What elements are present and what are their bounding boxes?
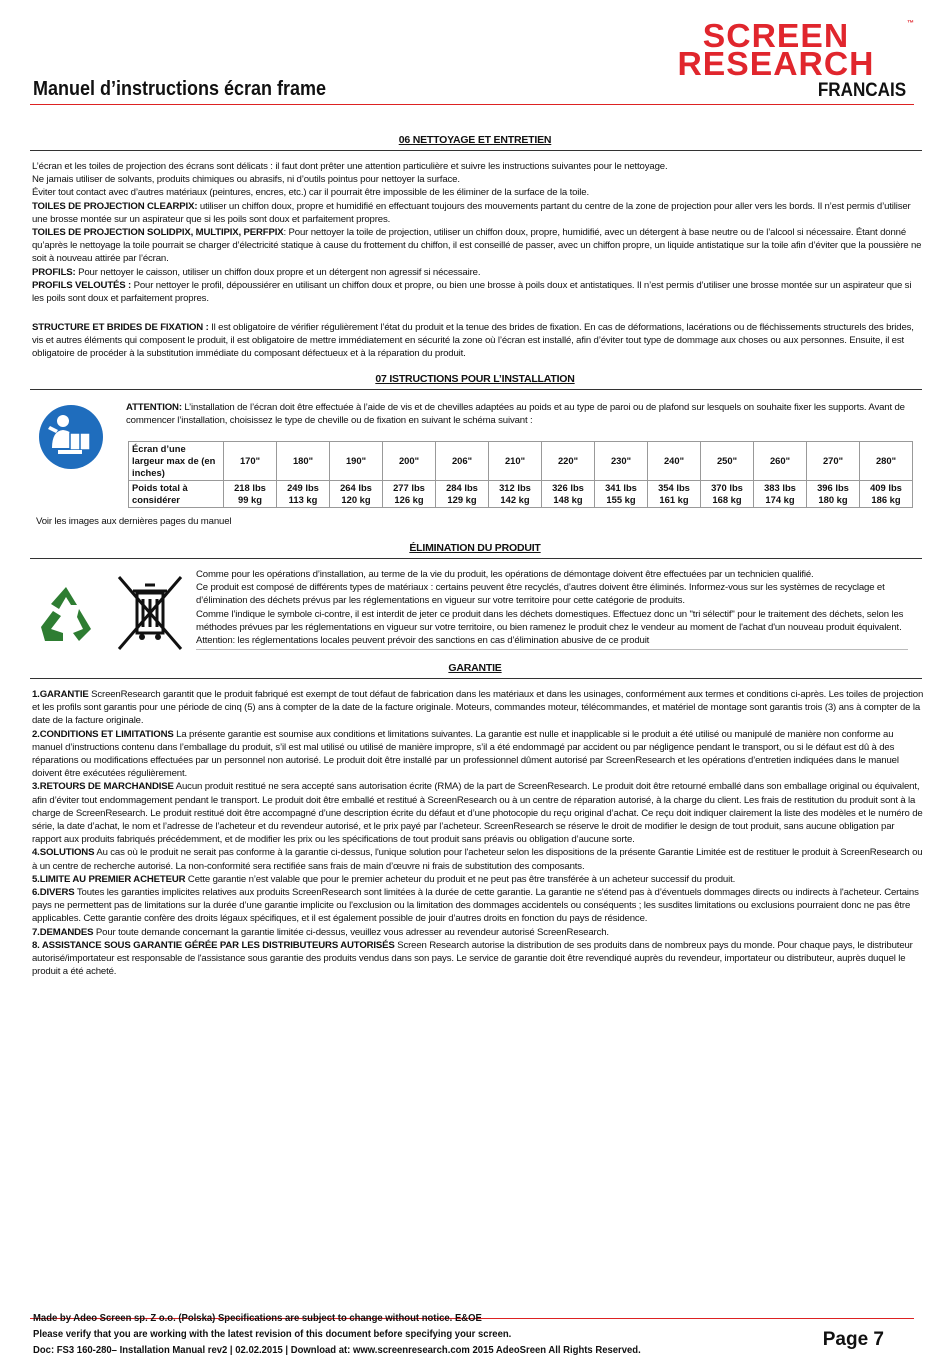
attention-paragraph bbox=[126, 401, 916, 427]
clearpix-label: TOILES DE PROJECTION CLEARPIX: bbox=[32, 200, 198, 212]
page-number: Page 7 bbox=[822, 1329, 884, 1350]
weight-cell: 277 lbs 126 kg bbox=[383, 481, 436, 508]
solidpix-label: TOILES DE PROJECTION SOLIDPIX, MULTIPIX, PERFPIX bbox=[32, 227, 284, 239]
table-row-sizes bbox=[129, 442, 913, 481]
disposal-divider bbox=[196, 649, 908, 650]
screen-research-logo bbox=[640, 17, 914, 82]
weight-cell: 218 lbs 99 kg bbox=[224, 481, 277, 508]
cleaning-intro-2: Ne jamais utiliser de solvants, produits chimiques ou abrasifs, ni d’outils pointus pour nettoyer la surface. bbox=[32, 174, 460, 186]
warranty-item: 5.LIMITE AU PREMIER ACHETEUR Cette garantie n’est valable que pour le premier acheteur du produit et ne peut pas être transférée à un acheteur successif du produit. bbox=[32, 873, 736, 885]
velour-paragraph bbox=[32, 279, 922, 305]
weight-cell: 249 lbs 113 kg bbox=[277, 481, 330, 508]
disposal-line-3: Comme l’indique le symbole ci-contre, il est interdit de jeter ce produit dans les déchets domestiques. Effectuez donc un "tri sélectif" pour le traitement des déchets, selon les méthodes prévues par les réglementations en vigueur sur votre territoire, ou bien ramenez le produit chez le vendeur au moment de l'achat d'un nouveau produit équivalent. Attention: les réglementations locales peuvent prévoir des sanctions en cas d’élimination abusive de ce produit bbox=[196, 608, 904, 647]
solidpix-text: : Pour nettoyer la toile de projection, utiliser un chiffon doux, propre, humidifié, avec un détergent à base neutre ou de l’alcool si nécessaire. Étant donné qu’après le nettoyage la toile pourrait se charger d’électricité statique à cause du frottement du chiffon, il est conseillé de passer, avec un chiffon propre, un liquide antistatique sur la toile afin d’éviter que la poussière ne soit à nouveau attirée par l’écran. bbox=[32, 227, 922, 265]
header-divider bbox=[30, 104, 914, 105]
profils-text: Pour nettoyer le caisson, utiliser un chiffon doux propre et un détergent non agressif si nécessaire. bbox=[75, 266, 481, 278]
see-images-note: Voir les images aux dernières pages du manuel bbox=[36, 516, 232, 527]
section-heading-install: 07 ISTRUCTIONS POUR L’INSTALLATION bbox=[375, 373, 575, 385]
weight-cell: 326 lbs 148 kg bbox=[542, 481, 595, 508]
footer-text bbox=[33, 1311, 641, 1359]
size-cell: 220" bbox=[542, 442, 595, 481]
document-title: Manuel d’instructions écran frame bbox=[33, 78, 327, 100]
section-heading-cleaning: 06 NETTOYAGE ET ENTRETIEN bbox=[398, 134, 552, 146]
footer-line-2: Please verify that you are working with the latest revision of this document before specifying your screen. bbox=[33, 1329, 512, 1340]
clearpix-text: utiliser un chiffon doux, propre et humidifié en effectuant toujours des mouvements partant du centre de la zone de projection pour aller vers les bords. Il n’est permis d’utiliser une brosse montée sur un aspirateur que si les poils sont doux et parfaitement propres. bbox=[32, 200, 911, 225]
size-cell: 260" bbox=[754, 442, 807, 481]
weight-cell: 383 lbs 174 kg bbox=[754, 481, 807, 508]
cleaning-intro-1: L’écran et les toiles de projection des écrans sont délicats : il faut dont prêter une attention particulière et suivre les instructions suivantes pour le nettoyage. bbox=[32, 161, 668, 172]
weight-cell: 409 lbs 186 kg bbox=[860, 481, 913, 508]
solidpix-paragraph bbox=[32, 226, 922, 266]
size-cell: 250" bbox=[701, 442, 754, 481]
weight-cell: 370 lbs 168 kg bbox=[701, 481, 754, 508]
weight-cell: 396 lbs 180 kg bbox=[807, 481, 860, 508]
structure-paragraph bbox=[32, 321, 922, 361]
structure-text: Il est obligatoire de vérifier régulièrement l’état du produit et la tenue des brides de fixation. En cas de déformations, lacérations ou de fléchissements structurels des brides, vis et autres éléments qui composent le produit, il est obligatoire de mettre immédiatement en sécurité la zone où l’écran est installé, afin d’éviter tout type de dommage aux choses ou aux personnes. Ensuite, il est obligatoire de procéder à la substitution immédiate du composant défectueux et à la réparation du produit. bbox=[32, 322, 914, 360]
table-row-weights bbox=[129, 481, 913, 508]
row-header-width: Écran d’une largeur max de (en inches) bbox=[129, 442, 224, 481]
weight-table-wrapper bbox=[128, 441, 913, 508]
disposal-text-block bbox=[196, 568, 918, 647]
recycle-icon bbox=[33, 583, 99, 647]
weight-cell: 284 lbs 129 kg bbox=[436, 481, 489, 508]
size-cell: 280" bbox=[860, 442, 913, 481]
disposal-line-2: Ce produit est composé de différents types de matériaux : certains peuvent être recyclés, d’autres doivent être éliminés. Informez-vous sur les systèmes de recyclage et d’élimination des déchets prévus par les réglementations en vigueur sur votre territoire pour cette catégorie de produits. bbox=[196, 582, 885, 607]
cleaning-intro-3: Éviter tout contact avec d’autres matériaux (peintures, encres, etc.) car il pourrait être impossible de les éliminer de la surface de la toile. bbox=[32, 187, 589, 199]
language-label: FRANCAIS bbox=[817, 80, 906, 101]
weight-cell: 312 lbs 142 kg bbox=[489, 481, 542, 508]
section-divider bbox=[30, 389, 922, 390]
section-heading-warranty: GARANTIE bbox=[448, 662, 502, 674]
size-cell: 180" bbox=[277, 442, 330, 481]
warranty-item: 1.GARANTIE ScreenResearch garantit que le produit fabriqué est exempt de tout défaut de fabrication dans les matériaux et dans les usinages, conformément aux termes et conditions ci-après. Les toiles de projection et les profils sont garantis pour une période de cinq (5) ans à compter de la date de la facture originale. Moteurs, commandes moteur, télécommandes, et matériel de montage sont garantis trois (3) ans à compter de la date de la facture originale. bbox=[32, 689, 924, 727]
warranty-text-block bbox=[32, 688, 924, 978]
section-divider bbox=[30, 678, 922, 679]
cleaning-text-block bbox=[32, 160, 922, 305]
section-heading-disposal: ÉLIMINATION DU PRODUIT bbox=[409, 542, 541, 554]
structure-label: STRUCTURE ET BRIDES DE FIXATION : bbox=[32, 322, 209, 333]
size-cell: 200" bbox=[383, 442, 436, 481]
size-cell: 206" bbox=[436, 442, 489, 481]
size-cell: 190" bbox=[330, 442, 383, 481]
warranty-item: 3.RETOURS DE MARCHANDISE Aucun produit restitué ne sera accepté sans autorisation écrite (RMA) de la part de ScreenResearch. Le produit doit être retourné emballé dans son emballage original ou équivalent, afin d’éviter tout endommagement pendant le transport. Le produit doit être emballé et restitué à ScreenResearch ou à un centre de réparation autorisé, à la charge du client. Les frais de restitution du produit sont à la charge de ScreenResearch. Le produit restitué doit être accompagné d’une description écrite du défaut et d’une photocopie du reçu original d’achat. Ce reçu doit indiquer clairement la liste des modèles et le numéro de série, la date d’achat, le nom et l’adresse de l’acheteur et du revendeur autorisé, et le prix payé par l’acheteur. ScreenResearch se réserve le droit de modifier le design de tout produit, sans aucune obligation par rapport aux produits fabriqués précédemment, et de modifier les prix ou les spécifications de tout produit sans préavis ou obligation d’aucune sorte. bbox=[32, 781, 923, 846]
velour-text: Pour nettoyer le profil, dépoussiérer en utilisant un chiffon doux et propre, ou bien une brosse à poils doux et antistatiques. Il n’est permis d’utiliser une brosse montée sur un aspirateur que si les poils sont doux et parfaitement propres. bbox=[32, 279, 912, 305]
weight-cell: 354 lbs 161 kg bbox=[648, 481, 701, 508]
logo-line-screen: SCREEN bbox=[702, 17, 850, 54]
profils-label: PROFILS: bbox=[32, 266, 76, 278]
trademark-symbol: ™ bbox=[907, 20, 914, 27]
size-cell: 240" bbox=[648, 442, 701, 481]
clearpix-paragraph bbox=[32, 200, 922, 226]
size-cell: 170" bbox=[224, 442, 277, 481]
footer-line-1: Made by Adeo Screen sp. Z o.o. (Polska) Specifications are subject to change without notice. E&OE bbox=[33, 1313, 482, 1324]
warranty-item: 2.CONDITIONS ET LIMITATIONS La présente garantie est soumise aux conditions et limitations suivantes. La garantie est nulle et inapplicable si le produit a été utilisé ou manipulé de manière non conforme au manuel d’instructions contenu dans l’emballage du produit, s’il est mal utilisé ou utilisé de manière impropre, s’il a été endommagé par accident ou par négligence pendant le transport, ou si le défaut est dû à des réparations ou modifications effectuées par un personnel non autorisé. Le produit doit être installé par un professionnel dûment autorisé par ScreenResearch et les opérations d’entretien indiquées dans le manuel doivent être exécutées régulièrement. bbox=[32, 728, 899, 780]
crossed-out-bin-icon bbox=[113, 573, 187, 653]
size-cell: 230" bbox=[595, 442, 648, 481]
weight-cell: 264 lbs 120 kg bbox=[330, 481, 383, 508]
footer-line-3: Doc: FS3 160-280– Installation Manual rev2 | 02.02.2015 | Download at: www.screenresearch.com 2015 AdeoSreen All Rights Reserved. bbox=[33, 1345, 641, 1356]
attention-text: L’installation de l’écran doit être effectuée à l’aide de vis et de chevilles adaptées au poids et au type de paroi ou de plafond sur lesquels on souhaite fixer les supports. Avant de commencer l’installation, choisissez le type de cheville ou de fixation en suivant le schéma suivant : bbox=[126, 402, 905, 427]
disposal-line-1: Comme pour les opérations d’installation, au terme de la vie du produit, les opérations de démontage doivent être effectuées par un technicien qualifié. bbox=[196, 569, 814, 580]
row-header-weight: Poids total à considérer bbox=[129, 481, 224, 508]
logo-line-research: RESEARCH bbox=[677, 45, 875, 82]
attention-label: ATTENTION: bbox=[126, 402, 182, 413]
weight-cell: 341 lbs 155 kg bbox=[595, 481, 648, 508]
size-cell: 270" bbox=[807, 442, 860, 481]
section-divider bbox=[30, 150, 922, 151]
section-divider bbox=[30, 558, 922, 559]
velour-label: PROFILS VELOUTÉS : bbox=[32, 279, 132, 291]
warranty-item: 4.SOLUTIONS Au cas où le produit ne serait pas conforme à la garantie ci-dessus, l'unique solution pour l'acheteur selon les dispositions de la présente Garantie Limitée est de restituer le produit à ScreenResearch ou à un centre de recherche autorisé. La non-conformité sera rectifiée sans frais de main d’œuvre ni frais de substitution des composants. bbox=[32, 847, 923, 872]
profils-paragraph bbox=[32, 266, 922, 279]
warranty-item: 8. ASSISTANCE SOUS GARANTIE GÉRÉE PAR LES DISTRIBUTEURS AUTORISÉS Screen Research autorise la distribution de ses produits dans de nombreux pays du monde. Pour chaque pays, le distributeur autorisé/importateur est responsable de l'assistance sous garantie des produits vendus dans son pays. Le service de garantie doit être revendiqué auprès du revendeur, importateur ou distributeur, auprès duquel le produit a été acheté. bbox=[32, 939, 913, 978]
weight-table bbox=[128, 441, 913, 508]
warranty-item: 7.DEMANDES Pour toute demande concernant la garantie limitée ci-dessus, veuillez vous adresser au revendeur autorisé ScreenResearch. bbox=[32, 926, 609, 938]
size-cell: 210" bbox=[489, 442, 542, 481]
installer-manual-icon bbox=[38, 404, 104, 470]
warranty-item: 6.DIVERS Toutes les garanties implicites relatives aux produits ScreenResearch sont limitées à la durée de cette garantie. La garantie ne s'étend pas à d’éventuels dommages directs ou indirects à l'acheteur. Certains pays ne permettent pas de limitations sur la durée d’une garantie implicite ou l'exclusion ou la limitation des dommages accidentels ou conséquents ; les susdites limitations ou exclusions pourraient donc ne pas être applicables. Cette garantie confère des droits légaux spécifiques, et il est également possible de jouir d’autres droits en fonction du pays de résidence. bbox=[32, 887, 919, 925]
